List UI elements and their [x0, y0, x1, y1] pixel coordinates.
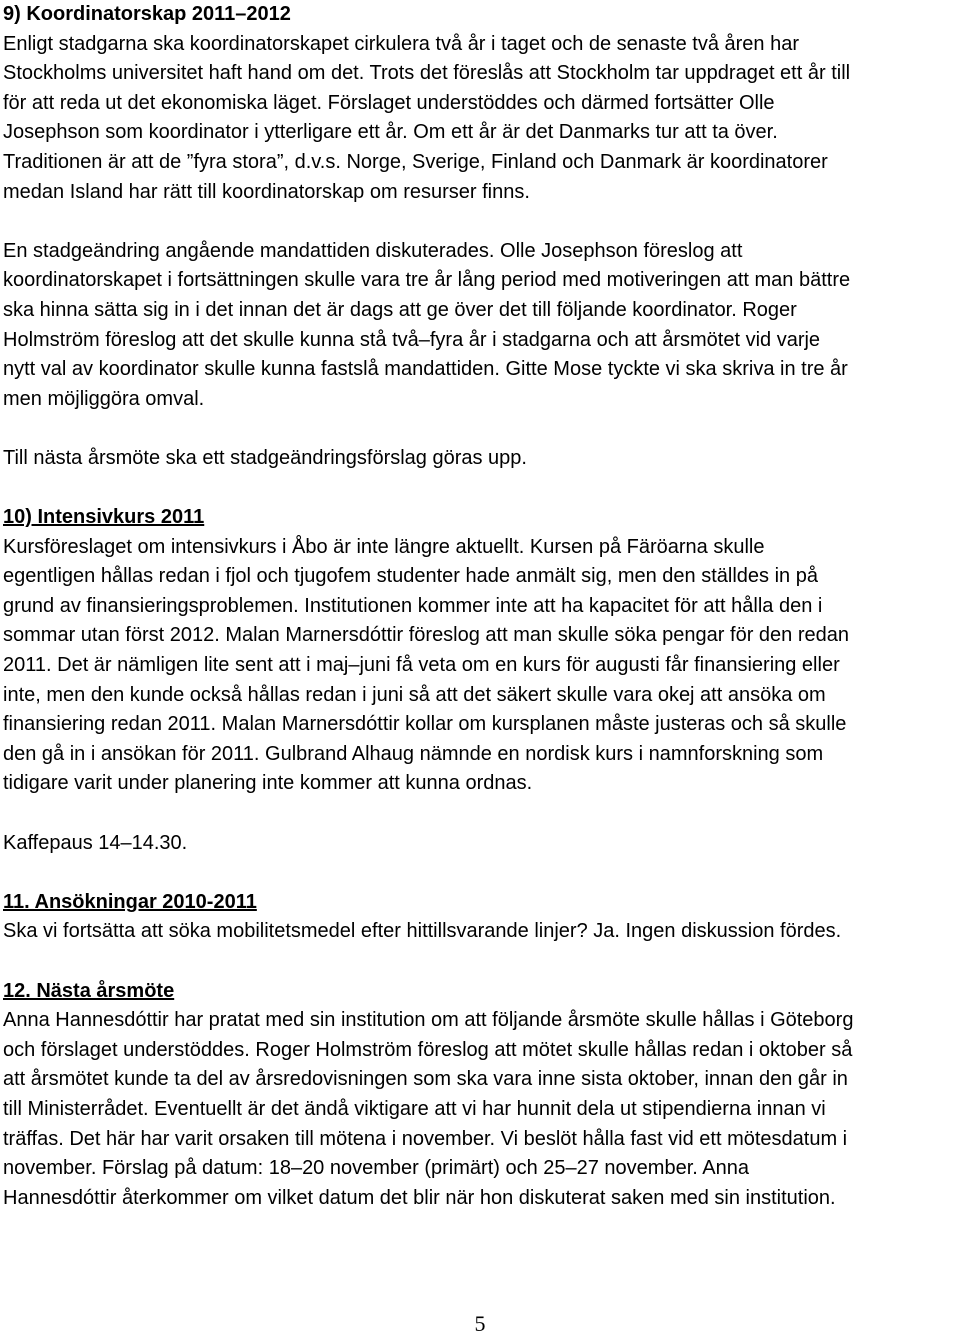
text-line: Anna Hannesdóttir har pratat med sin institution om att följande årsmöte skulle hållas i Göteborg — [3, 1009, 854, 1032]
text-line: november. Förslag på datum: 18–20 november (primärt) och 25–27 november. Anna — [3, 1157, 749, 1180]
text-line: Josephson som koordinator i ytterligare ett år. Om ett år är det Danmarks tur att ta över. — [3, 121, 778, 144]
text-line: Hannesdóttir återkommer om vilket datum det blir när hon diskuterat saken med sin institution. — [3, 1186, 836, 1209]
section-heading: 9) Koordinatorskap 2011–2012 — [3, 3, 291, 25]
text-line: nytt val av koordinator skulle kunna fastslå mandattiden. Gitte Mose tyckte vi ska skriva in tre år — [3, 358, 848, 381]
section-12 — [3, 977, 958, 1214]
text-line: Enligt stadgarna ska koordinatorskapet cirkulera två år i taget och de senaste två åren har — [3, 32, 800, 55]
paragraph — [3, 917, 958, 947]
section-heading: 10) Intensivkurs 2011 — [3, 506, 205, 529]
text-line: Holmström föreslog att det skulle kunna stå två–fyra år i stadgarna och att årsmötet vid varje — [3, 328, 821, 351]
text-line: Kursföreslaget om intensivkurs i Åbo är inte längre aktuellt. Kursen på Färöarna skulle — [3, 535, 765, 558]
text-line: men möjliggöra omval. — [3, 387, 205, 410]
text-line: 2011. Det är nämligen lite sent att i maj–juni få veta om en kurs för augusti får finansiering eller — [3, 654, 840, 677]
text-line: Traditionen är att de ”fyra stora”, d.v.s. Norge, Sverige, Finland och Danmark är koordinatorer — [3, 150, 828, 173]
section-heading: 11. Ansökningar 2010-2011 — [3, 890, 257, 913]
paragraph — [3, 533, 958, 799]
text-line: för att reda ut det ekonomiska läget. Förslaget understöddes och därmed fortsätter Olle — [3, 91, 775, 114]
text-line: Ska vi fortsätta att söka mobilitetsmedel efter hittillsvarande linjer? Ja. Ingen diskussion fördes. — [3, 920, 842, 943]
text-line: En stadgeändring angående mandattiden diskuterades. Olle Josephson föreslog att — [3, 239, 743, 262]
page-number: 5 — [474, 1311, 486, 1336]
section-9 — [3, 0, 958, 474]
text-line: ska hinna sätta sig in i det innan det är dags att ge över det till följande koordinator. Roger — [3, 298, 797, 321]
paragraph — [3, 1006, 958, 1213]
section-11 — [3, 888, 958, 947]
paragraph — [3, 829, 958, 859]
text-line: Kaffepaus 14–14.30. — [3, 831, 188, 854]
text-line: Stockholms universitet haft hand om det. Trots det föreslås att Stockholm tar uppdraget ett år till — [3, 62, 851, 85]
section-10 — [3, 503, 958, 858]
section-heading: 12. Nästa årsmöte — [3, 979, 175, 1002]
text-line: grund av finansieringsproblemen. Institutionen kommer inte att ha kapacitet för att hålla den i — [3, 594, 823, 617]
text-line: medan Island har rätt till koordinatorskap om resurser finns. — [3, 180, 530, 203]
paragraph — [3, 444, 958, 474]
text-line: sommar utan först 2012. Malan Marnersdóttir föreslog att man skulle söka pengar för den redan — [3, 624, 849, 647]
text-line: inte, men den kunde också hållas redan i juni så att det säkert skulle vara okej att ansöka om — [3, 683, 826, 706]
text-line: tidigare varit under planering inte kommer att kunna ordnas. — [3, 772, 533, 795]
paragraph — [3, 30, 958, 208]
text-line: Till nästa årsmöte ska ett stadgeändringsförslag göras upp. — [3, 446, 527, 469]
text-line: den gå in i ansökan för 2011. Gulbrand Alhaug nämnde en nordisk kurs i namnforskning som — [3, 742, 824, 765]
paragraph — [3, 237, 958, 415]
text-line: träffas. Det här har varit orsaken till mötena i november. Vi beslöt hålla fast vid ett mötesdatum i — [3, 1127, 848, 1150]
text-line: egentligen hållas redan i fjol och tjugofem studenter hade anmält sig, men den ställdes in på — [3, 565, 818, 588]
text-line: koordinatorskapet i fortsättningen skulle vara tre år lång period med motiveringen att man bättre — [3, 269, 851, 292]
document-page — [3, 0, 958, 1213]
text-line: och förslaget understöddes. Roger Holmström föreslog att mötet skulle hållas redan i oktober så — [3, 1038, 853, 1061]
text-line: finansiering redan 2011. Malan Marnersdóttir kollar om kursplanen måste justeras och så skulle — [3, 713, 847, 736]
text-line: att årsmötet kunde ta del av årsredovisningen som ska vara inne sista oktober, innan den går in — [3, 1068, 848, 1091]
text-line: till Ministerrådet. Eventuellt är det ändå viktigare att vi har hunnit dela ut stipendierna innan vi — [3, 1097, 826, 1120]
